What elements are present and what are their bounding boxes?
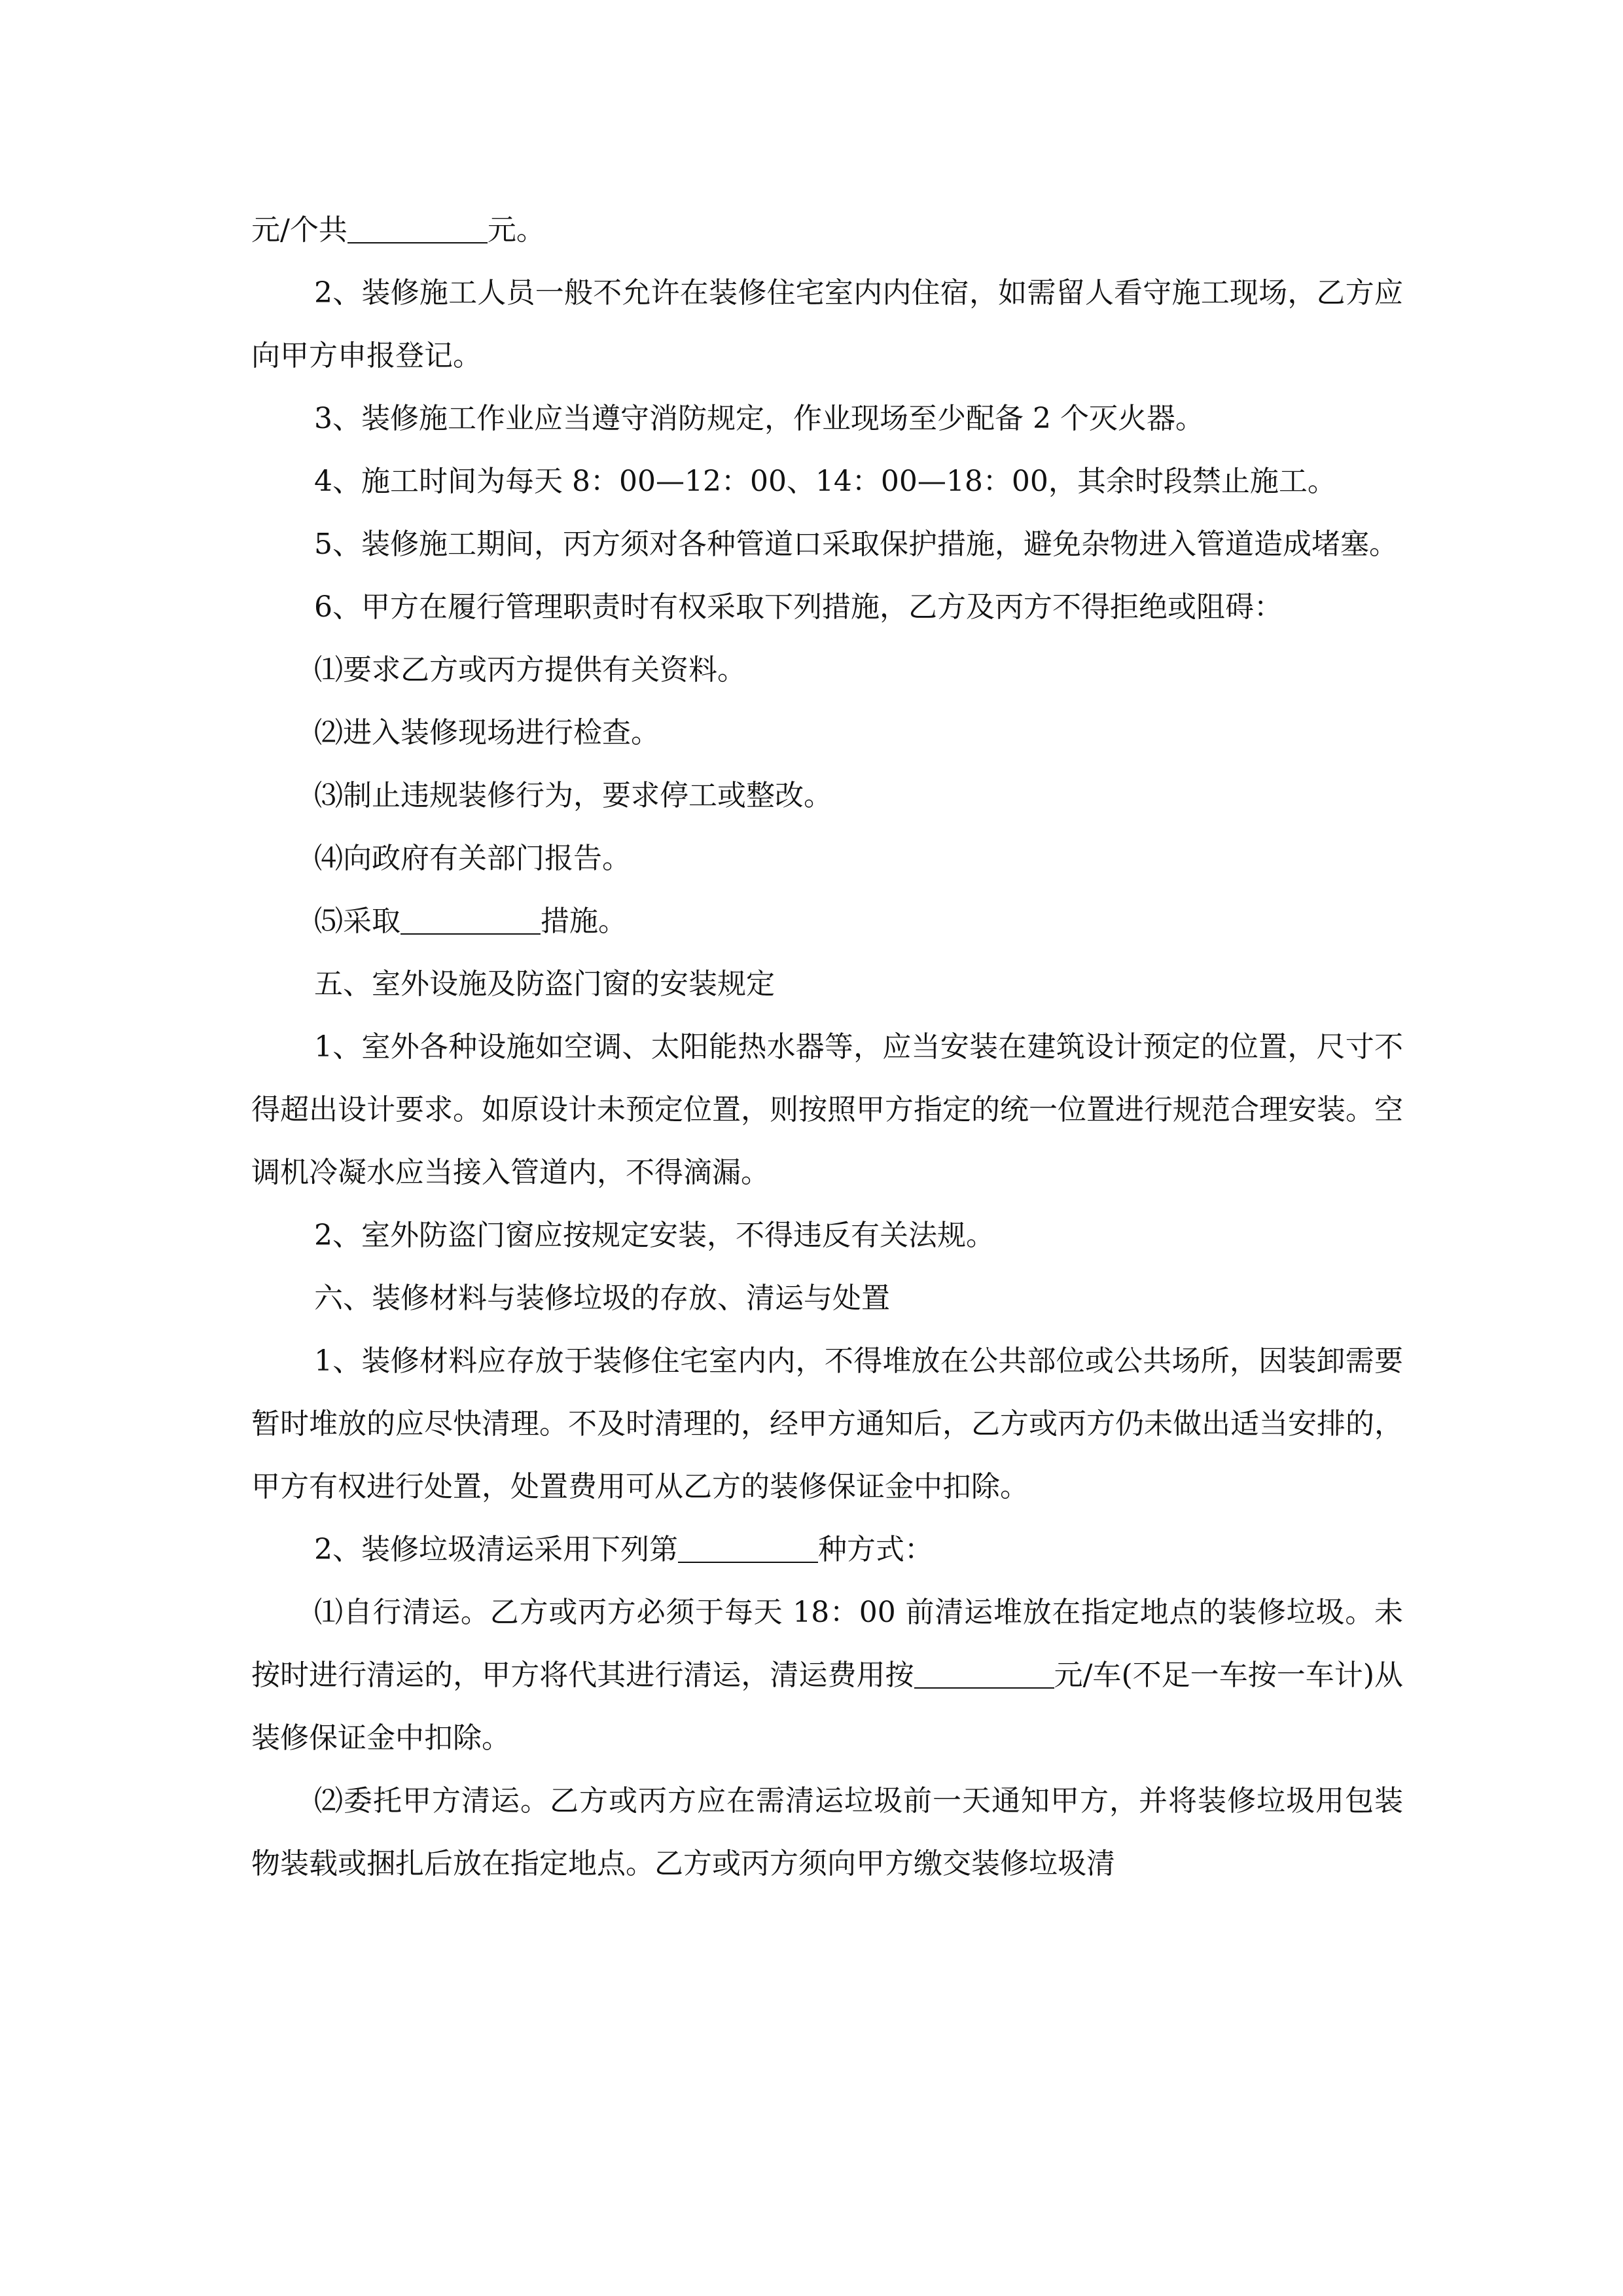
paragraph-subitem (251, 1581, 1403, 1770)
paragraph-clause: 2、装修施工人员一般不允许在装修住宅室内内住宿，如需留人看守施工现场，乙方应向甲方申报登记。 (251, 276, 1403, 372)
fill-in-blank (401, 905, 541, 935)
fill-in-blank (348, 213, 488, 243)
text: 元。 (487, 213, 545, 247)
paragraph-clause: 2、室外防盗门窗应按规定安装，不得违反有关法规。 (314, 1219, 995, 1252)
paragraph-clause (251, 1518, 1403, 1581)
paragraph-fee-continuation (251, 0, 1403, 262)
text: 措施。 (541, 905, 627, 938)
paragraph-clause: 4、施工时间为每天 8：00—12：00、14：00—18：00，其余时段禁止施工。 (314, 465, 1336, 498)
text: 元/车(不足一车按一车计)从装修保证金中扣除。 (251, 1659, 1404, 1755)
paragraph-subitem (251, 890, 1403, 953)
fill-in-blank (678, 1533, 818, 1563)
paragraph-clause: 1、室外各种设施如空调、太阳能热水器等，应当安装在建筑设计预定的位置，尺寸不得超出设计要求。如原设计未预定位置，则按照甲方指定的统一位置进行规范合理安装。空调机冷凝水应当接入管道内，不得滴漏。 (251, 1030, 1403, 1189)
paragraph-subitem: ⑴要求乙方或丙方提供有关资料。 (314, 653, 746, 687)
paragraph-subitem: ⑵委托甲方清运。乙方或丙方应在需清运垃圾前一天通知甲方，并将装修垃圾用包装物装载或捆扎后放在指定地点。乙方或丙方须向甲方缴交装修垃圾清 (251, 1784, 1403, 1880)
section-heading: 五、室外设施及防盗门窗的安装规定 (314, 967, 775, 1001)
text: ⑴自行清运。乙方或丙方必须于每天 18：00 前清运堆放在指定地点的装修垃圾。未按时进行清运的，甲方将代其进行清运，清运费用按 (251, 1596, 1403, 1692)
paragraph-subitem: ⑶制止违规装修行为，要求停工或整改。 (314, 779, 832, 812)
paragraph-subitem: ⑷向政府有关部门报告。 (314, 842, 631, 875)
paragraph-clause: 3、装修施工作业应当遵守消防规定，作业现场至少配备 2 个灭火器。 (314, 402, 1204, 435)
paragraph-clause: 6、甲方在履行管理职责时有权采取下列措施，乙方及丙方不得拒绝或阻碍： (314, 590, 1283, 624)
paragraph-clause: 1、装修材料应存放于装修住宅室内内，不得堆放在公共部位或公共场所，因装卸需要暂时堆放的应尽快清理。不及时清理的，经甲方通知后，乙方或丙方仍未做出适当安排的，甲方有权进行处置，处置费用可从乙方的装修保证金中扣除。 (251, 1344, 1403, 1503)
fill-in-blank (914, 1659, 1054, 1689)
paragraph-clause: 5、装修施工期间，丙方须对各种管道口采取保护措施，避免杂物进入管道造成堵塞。 (314, 528, 1398, 561)
paragraph-subitem: ⑵进入装修现场进行检查。 (314, 716, 660, 749)
document-body (251, 0, 1403, 1895)
section-heading: 六、装修材料与装修垃圾的存放、清运与处置 (314, 1282, 890, 1315)
text: 种方式： (818, 1533, 933, 1566)
text: ⑸采取 (314, 905, 401, 938)
text: 2、装修垃圾清运采用下列第 (314, 1533, 678, 1566)
text: 元/个共 (251, 213, 348, 247)
